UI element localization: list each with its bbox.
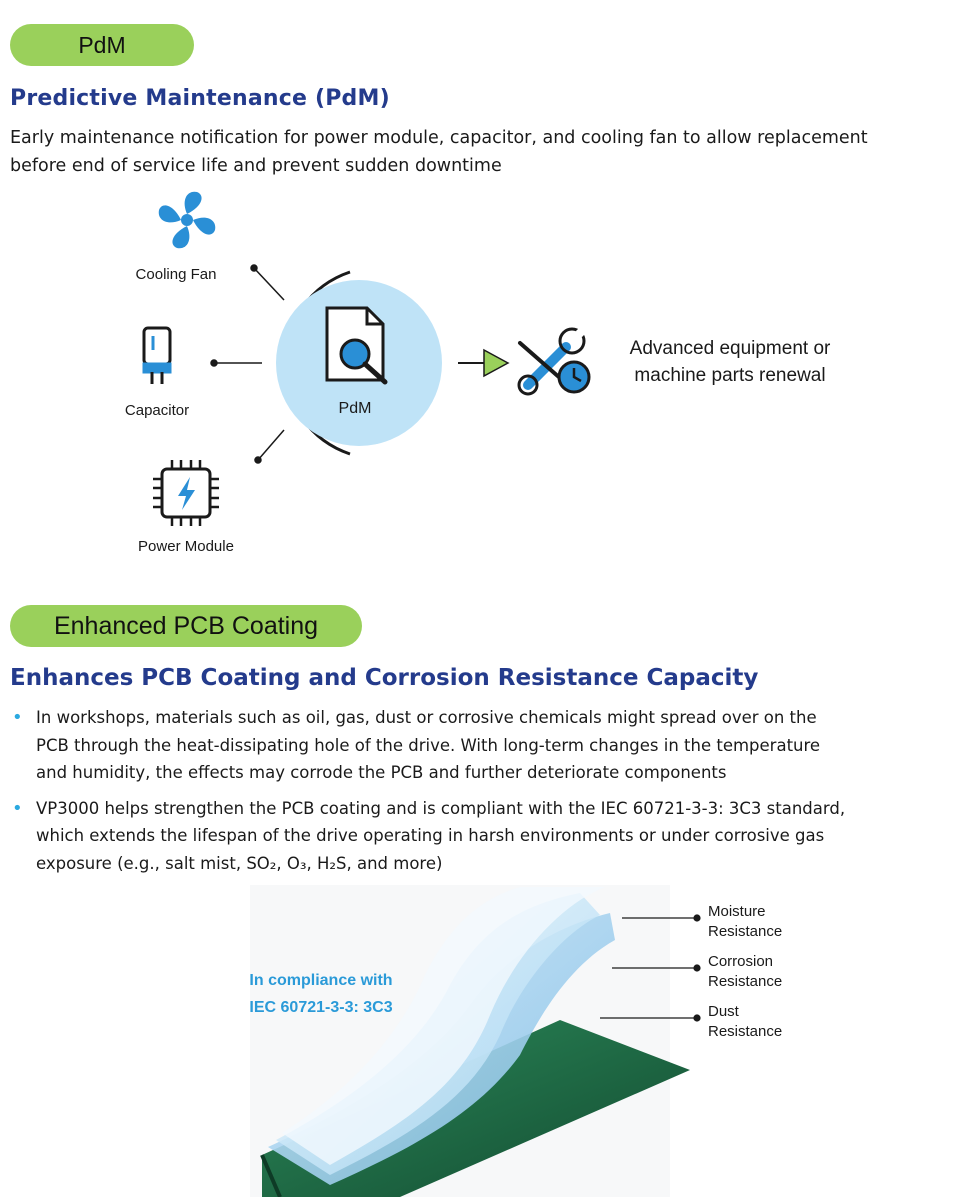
pdm-badge: PdM (10, 24, 194, 66)
fan-icon (159, 192, 216, 249)
cooling-fan-label: Cooling Fan (135, 266, 217, 283)
pdm-center-label: PdM (338, 400, 372, 417)
chip-lightning-icon (153, 460, 219, 526)
bullet-line: PCB through the heat-dissipating hole of the drive. With long-term changes in the temperature (36, 735, 821, 755)
pcb-coating-illustration (0, 885, 959, 1197)
document-magnifier-icon (327, 308, 385, 382)
capacitor-icon (144, 328, 170, 384)
coating-title: Enhances PCB Coating and Corrosion Resistance Capacity (10, 665, 759, 691)
pdm-description (10, 124, 955, 180)
compliance-line: In compliance with (249, 972, 393, 989)
output-label-line: machine parts renewal (634, 365, 826, 386)
layer-label: Corrosion (708, 953, 774, 970)
layer-label: Dust (708, 1003, 739, 1020)
coating-bullet-list (10, 704, 955, 885)
pdm-description-line: Early maintenance notification for power module, capacitor, and cooling fan to allow replacement (10, 128, 868, 148)
wrench-clock-icon (519, 329, 589, 394)
layer-label: Resistance (708, 973, 783, 990)
power-module-label: Power Module (138, 538, 234, 555)
coating-badge: Enhanced PCB Coating (10, 605, 362, 647)
pdm-title: Predictive Maintenance (PdM) (10, 86, 390, 111)
pdm-diagram (0, 180, 959, 570)
pdm-description-line: before end of service life and prevent sudden downtime (10, 156, 502, 176)
bullet-dot-icon: • (12, 707, 23, 728)
arrow-right-icon (458, 350, 508, 376)
layer-label: Moisture (708, 903, 766, 920)
layer-label: Resistance (708, 1023, 783, 1040)
bullet-dot-icon: • (12, 797, 23, 819)
layer-label: Resistance (708, 923, 783, 940)
bullet-item (10, 795, 955, 878)
bullet-item (10, 704, 955, 787)
bullet-line: In workshops, materials such as oil, gas, dust or corrosive chemicals might spread over on the (36, 708, 817, 727)
bullet-line: VP3000 helps strengthen the PCB coating and is compliant with the IEC 60721-3-3: 3C3 standard, (36, 798, 846, 818)
bullet-line: which extends the lifespan of the drive operating in harsh environments or under corrosive gas (36, 826, 825, 845)
bullet-line: and humidity, the effects may corrode the PCB and further deteriorate components (36, 763, 727, 782)
output-label-line: Advanced equipment or (629, 338, 831, 359)
compliance-line: IEC 60721-3-3: 3C3 (249, 999, 393, 1016)
bullet-line: exposure (e.g., salt mist, SO₂, O₃, H₂S, and more) (36, 853, 443, 873)
capacitor-label: Capacitor (124, 402, 190, 419)
